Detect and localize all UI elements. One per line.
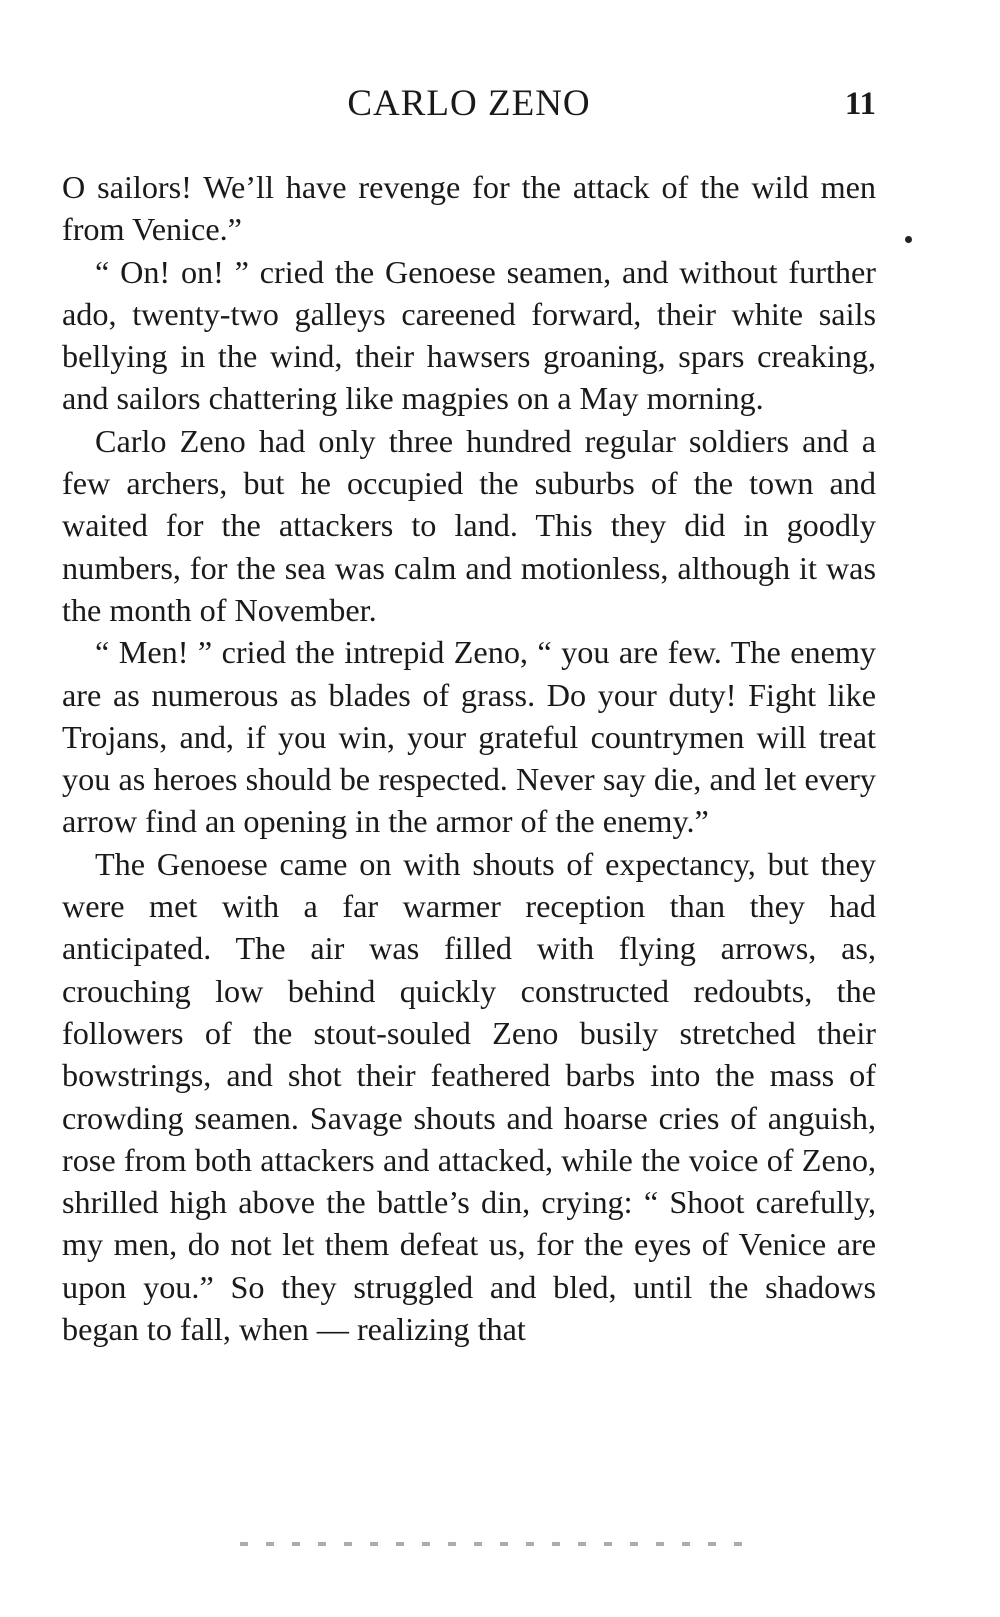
paragraph-5: The Genoese came on with shouts of expectancy, but they were met with a far warmer reception than they had anticipated. The air was filled with flying arrows, as, crouching low behind quickly constructed redoubts, the followers of the stout-souled Zeno busily stretched their bowstrings, and shot their feathered barbs into the mass of crowding seamen. Savage shouts and hoarse cries of anguish, rose from both attackers and attacked, while the voice of Zeno, shrilled high above the battle’s din, crying: “ Shoot carefully, my men, do not let them defeat us, for the eyes of Venice are upon you.” So they struggled and bled, until the shadows began to fall, when — realizing that <box>62 845 876 1348</box>
running-title: CARLO ZENO <box>347 83 591 124</box>
running-head <box>62 80 876 128</box>
paragraph-1: O sailors! We’ll have revenge for the attack of the wild men from Venice.” <box>62 169 876 248</box>
ink-speck <box>905 236 912 243</box>
page-number: 11 <box>844 86 876 122</box>
bottom-print-marks <box>240 1542 760 1546</box>
paragraph-3: Carlo Zeno had only three hundred regular soldiers and a few archers, but he occupied the suburbs of the town and waited for the attackers to land. This they did in goodly numbers, for the sea was calm and motionless, although it was the month of November. <box>62 422 876 628</box>
paragraph-4: “ Men! ” cried the intrepid Zeno, “ you are few. The enemy are as numerous as blades of grass. Do your duty! Fight like Trojans, and, if you win, your grateful countrymen will treat you as heroes should be respected. Never say die, and let every arrow find an opening in the armor of the enemy.” <box>62 634 876 840</box>
paragraph-2: “ On! on! ” cried the Genoese seamen, and without further ado, twenty-two galleys careened forward, their white sails bellying in the wind, their hawsers groaning, spars creaking, and sailors chattering like magpies on a May morning. <box>62 253 876 417</box>
body-text <box>62 166 876 1350</box>
